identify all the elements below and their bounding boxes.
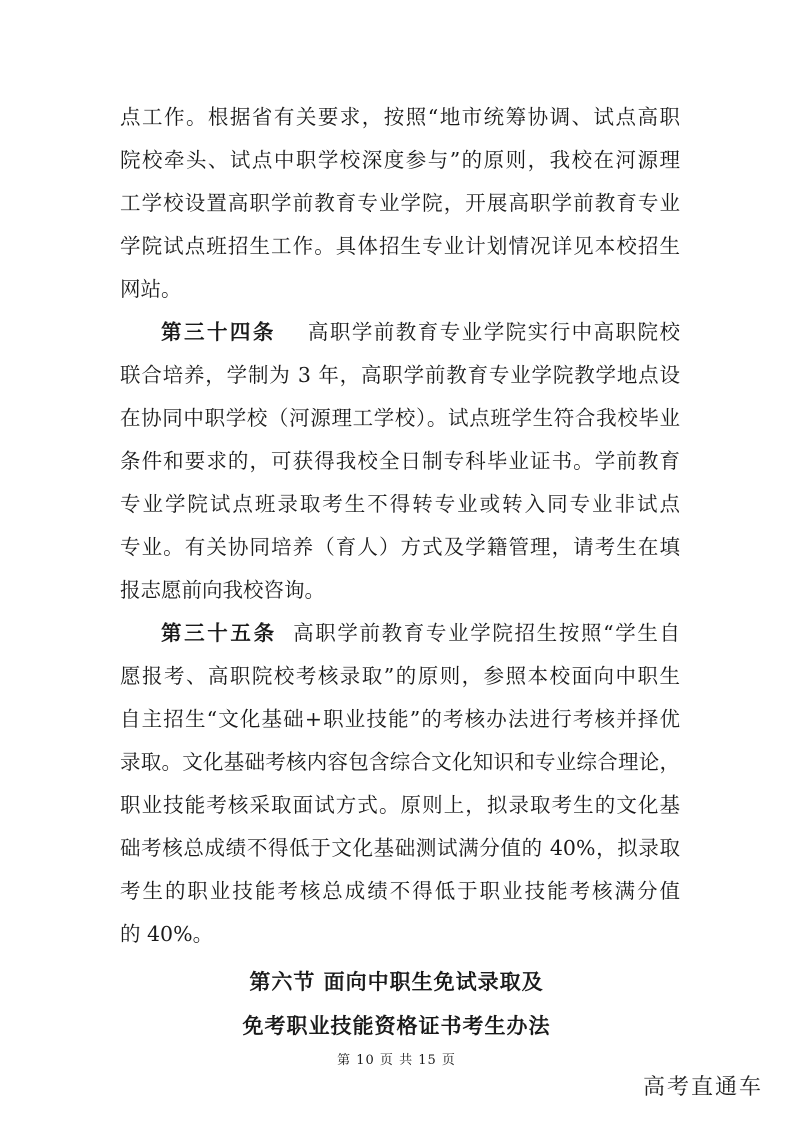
paragraph-line: 联合培养，学制为 3 年，高职学前教育专业学院教学地点设 bbox=[120, 363, 680, 387]
watermark-logo: 高考直通车 bbox=[642, 1075, 763, 1100]
article-34-first-line bbox=[161, 318, 680, 346]
paragraph-line: 的 40%。 bbox=[120, 922, 214, 946]
paragraph-line: 考生的职业技能考核总成绩不得低于职业技能考核满分值 bbox=[120, 879, 680, 903]
article-35-first-text: 高职学前教育专业学院招生按照“学生自 bbox=[293, 621, 680, 645]
paragraph-line: 点工作。根据省有关要求，按照“地市统筹协调、试点高职 bbox=[120, 105, 680, 129]
paragraph-line: 录取。文化基础考核内容包含综合文化知识和专业综合理论， bbox=[120, 750, 680, 774]
paragraph-line: 工学校设置高职学前教育专业学院，开展高职学前教育专业 bbox=[120, 191, 680, 215]
paragraph-line: 院校牵头、试点中职学校深度参与”的原则，我校在河源理 bbox=[120, 148, 680, 172]
article-34-first-text: 高职学前教育专业学院实行中高职院校 bbox=[307, 320, 681, 344]
article-34-label: 第三十四条 bbox=[161, 320, 276, 344]
page-number-footer: 第 10 页 共 15 页 bbox=[337, 1053, 456, 1068]
section-heading-line-2: 免考职业技能资格证书考生办法 bbox=[242, 1013, 551, 1038]
paragraph-line: 专业学院试点班录取考生不得转专业或转入同专业非试点 bbox=[120, 492, 680, 516]
article-35-first-line bbox=[161, 619, 680, 647]
article-35-label: 第三十五条 bbox=[161, 621, 277, 645]
paragraph-line: 在协同中职学校（河源理工学校）。试点班学生符合我校毕业 bbox=[120, 406, 680, 430]
paragraph-line: 网站。 bbox=[120, 277, 182, 301]
paragraph-line: 职业技能考核采取面试方式。原则上，拟录取考生的文化基 bbox=[120, 793, 680, 817]
paragraph-line: 愿报考、高职院校考核录取”的原则，参照本校面向中职生 bbox=[120, 664, 680, 688]
paragraph-line: 学院试点班招生工作。具体招生专业计划情况详见本校招生 bbox=[120, 234, 680, 258]
article-35-spacer bbox=[277, 621, 293, 645]
paragraph-line: 报志愿前向我校咨询。 bbox=[120, 578, 325, 602]
section-heading-line-1: 第六节 面向中职生免试录取及 bbox=[249, 969, 544, 994]
paragraph-line: 础考核总成绩不得低于文化基础测试满分值的 40%，拟录取 bbox=[120, 836, 680, 860]
paragraph-line: 自主招生“文化基础+职业技能”的考核办法进行考核并择优 bbox=[120, 707, 680, 731]
paragraph-line: 条件和要求的，可获得我校全日制专科毕业证书。学前教育 bbox=[120, 449, 680, 473]
article-34-spacer bbox=[276, 320, 308, 344]
paragraph-line: 专业。有关协同培养（育人）方式及学籍管理，请考生在填 bbox=[120, 535, 680, 559]
